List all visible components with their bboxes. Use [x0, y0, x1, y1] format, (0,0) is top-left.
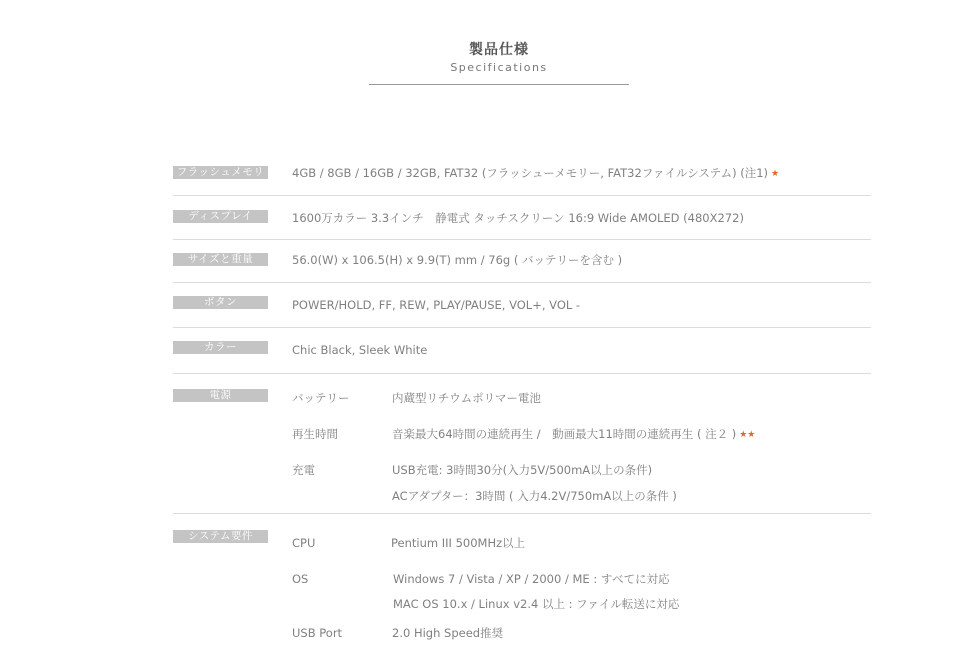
power-battery-value: 内蔵型リチウムポリマー電池: [392, 391, 541, 405]
power-charge-usb: USB充電: 3時間30分(入力5V/500mA以上の条件): [392, 463, 653, 477]
system-os-mac: MAC OS 10.x / Linux v2.4 以上 : ファイル転送に対応: [393, 597, 680, 611]
spec-value-color: Chic Black, Sleek White: [292, 343, 428, 357]
system-os-windows: Windows 7 / Vista / XP / 2000 / ME : すべてに対応: [393, 572, 670, 586]
row-divider: [173, 373, 871, 374]
power-playtime-text: 音楽最大64時間の連続再生 / 動画最大11時間の連続再生 ( 注２ ): [392, 427, 737, 441]
row-divider: [173, 282, 871, 283]
row-divider: [173, 195, 871, 196]
system-os-key: OS: [292, 572, 309, 586]
spec-label-size: サイズと重量: [173, 253, 268, 266]
title-underline: [369, 84, 629, 85]
system-usb-value: 2.0 High Speed推奨: [392, 626, 504, 640]
spec-label-power: 電源: [173, 389, 268, 402]
page-title: 製品仕様: [469, 42, 529, 58]
system-usb-key: USB Port: [292, 626, 343, 640]
spec-row-system: [173, 530, 871, 645]
spec-value-flash: [292, 165, 779, 182]
row-divider: [173, 513, 871, 514]
spec-label-system: システム要件: [173, 530, 268, 543]
power-charge-ac: ACアダプター：3時間 ( 入力4.2V/750mA以上の条件 ): [392, 489, 677, 503]
spec-row-buttons: [173, 296, 871, 328]
system-cpu-value: Pentium III 500MHz以上: [391, 536, 526, 550]
spec-row-power: [173, 389, 871, 514]
page-subtitle: Specifications: [450, 61, 548, 74]
spec-row-color: [173, 341, 871, 374]
system-cpu-key: CPU: [292, 536, 316, 550]
row-divider: [173, 327, 871, 328]
note-star-icon: ★: [771, 169, 780, 179]
spec-value-size: 56.0(W) x 106.5(H) x 9.9(T) mm / 76g ( バッテリーを含む ): [292, 253, 623, 267]
power-playtime-value: [392, 426, 755, 443]
spec-label-color: カラー: [173, 341, 268, 354]
power-battery-key: バッテリー: [292, 391, 350, 405]
spec-value-buttons: POWER/HOLD, FF, REW, PLAY/PAUSE, VOL+, VOL -: [292, 298, 581, 312]
spec-row-flash: [173, 166, 871, 196]
spec-row-size: [173, 253, 871, 283]
note-double-star-icon: ★★: [739, 430, 756, 440]
row-divider: [173, 239, 871, 240]
spec-label-buttons: ボタン: [173, 296, 268, 309]
spec-label-flash: フラッシュメモリ: [173, 166, 268, 179]
spec-label-display: ディスプレイ: [173, 210, 268, 223]
spec-value-flash-text: 4GB / 8GB / 16GB / 32GB, FAT32 (フラッシューメモリー, FAT32ファイルシステム) (注1): [292, 166, 769, 180]
page-header: [369, 40, 629, 85]
power-charge-key: 充電: [292, 463, 315, 477]
power-playtime-key: 再生時間: [292, 427, 338, 441]
spec-row-display: [173, 210, 871, 240]
spec-value-display: 1600万カラー 3.3インチ 静電式 タッチスクリーン 16:9 Wide AMOLED (480X272): [292, 211, 744, 225]
